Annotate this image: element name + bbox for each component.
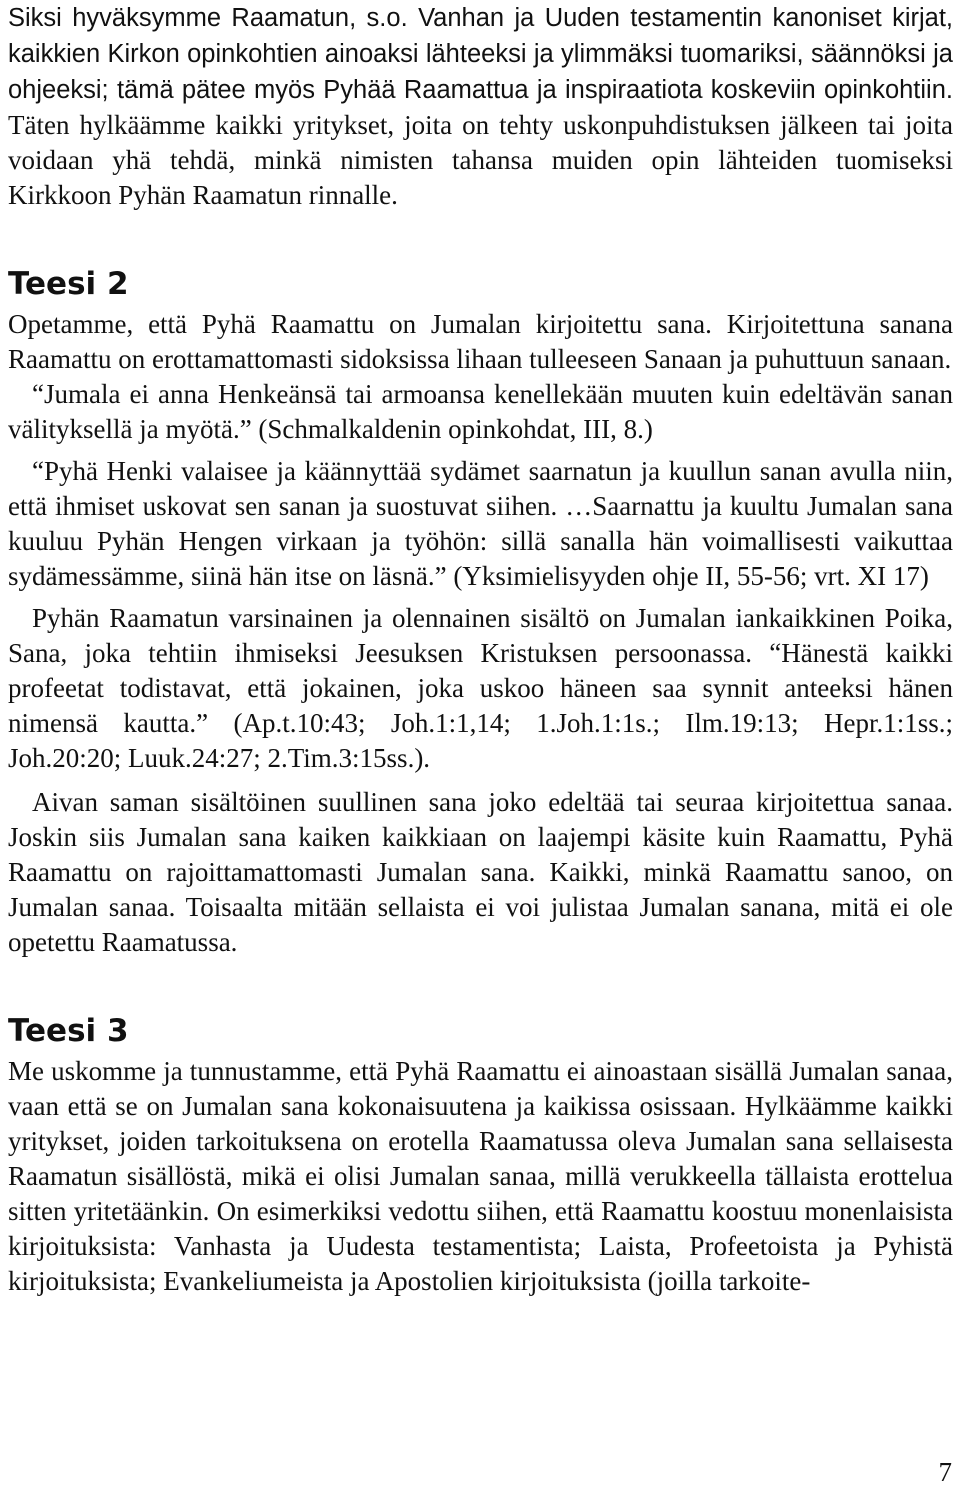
teesi-2-paragraph-content: Pyhän Raamatun varsinainen ja olennainen sisältö on Jumalan iankaikkinen Poika, Sana, joka tehtiin ihmiseksi Jeesuksen Kristuksen persoonassa. “Hänestä kaikki profeetat todistavat, että jokainen, joka uskoo häneen saa synnit anteeksi hänen nimensä kautta.” (Ap.t.10:43; Joh.1:1,14; 1.Joh.1:1s.; Ilm.19:13; Hepr.1:1ss.; Joh.20:20; Luuk.24:27; 2.Tim.3:15ss.). <box>8 603 953 773</box>
page-number: 7 <box>938 1457 952 1487</box>
intro-paragraph <box>8 0 953 213</box>
teesi-2-paragraph-oral-word: Aivan saman sisältöinen suullinen sana joko edeltää tai seuraa kirjoitettua sanaa. Joskin siis Jumalan sana kaiken kaikkiaan on laajempi käsite kuin Raamattu, Pyhä Raamattu on rajoittamattomasti Jumalan sana. Kaikki, minkä Raamattu sanoo, on Jumalan sanaa. Toisaalta mitään sellaista ei voi julistaa Jumalan sanana, mitä ei ole opetettu Raamatussa. <box>8 787 953 957</box>
intro-sans-text: Siksi hyväksymme Raamatun, s.o. Vanhan ja Uuden testamentin kanoniset kirjat, kaikkien Kirkon opinkohtien ainoaksi lähteeksi ja ylimmäksi tuomariksi, säännöksi ja ohjeeksi; tämä pätee myös Pyhää Raamattua ja inspiraatiota koskeviin opinkohtiin. <box>8 4 953 104</box>
teesi-2-quote-2: “Pyhä Henki valaisee ja käännyttää sydämet saarnatun ja kuullun sanan avulla niin, että ihmiset uskovat sen sanan ja suostuvat siihen. …Saarnattu ja kuultu Jumalan sana kuuluu Pyhän Hengen virkaan ja työhön: sillä sanalla hän voimallisesti vaikuttaa sydämessämme, siinä hän itse on läsnä.” (Yksimielisyyden ohje II, 55-56; vrt. XI 17) <box>8 456 953 591</box>
teesi-2-quote-1: “Jumala ei anna Henkeänsä tai armoansa kenellekään muuten kuin edeltävän sanan välityksellä ja myötä.” (Schmalkaldenin opinkohdat, III, 8.) <box>8 379 953 444</box>
intro-serif-text: Täten hylkäämme kaikki yritykset, joita on tehty uskonpuhdistuksen jälkeen tai joita voidaan yhä tehdä, minkä nimisten tahansa muiden opin lähteiden tuomiseksi Kirkkoon Pyhän Raamatun rinnalle. <box>8 110 953 210</box>
teesi-3-paragraph-1: Me uskomme ja tunnustamme, että Pyhä Raamattu ei ainoastaan sisällä Jumalan sanaa, vaan että se on Jumalan sana kokonaisuutena ja kaikissa osissaan. Hylkäämme kaikki yritykset, joiden tarkoituksena on erotella Raamatussa oleva Jumalan sana sellaisesta Raamatun sisällöstä, mikä ei olisi Jumalan sanaa, millä verukkeella tällaista erottelua sitten yritetäänkin. On esimerkiksi vedottu siihen, että Raamattu koostuu monenlaisista kirjoituksista: Vanhasta ja Uudesta testamentista; Laista, Profeetoista ja Pyhistä kirjoituksista; Evankeliumeista ja Apostolien kirjoituksista (joilla tarkoite- <box>8 1056 953 1296</box>
teesi-3-heading: Teesi 3 <box>8 1013 129 1049</box>
document-page <box>8 0 953 1299</box>
teesi-2-paragraph-1: Opetamme, että Pyhä Raamattu on Jumalan kirjoitettu sana. Kirjoitettuna sanana Raamattu on erottamattomasti sidoksissa lihaan tulleeseen Sanaan ja puhuttuun sanaan. <box>8 309 953 374</box>
teesi-2-heading: Teesi 2 <box>8 266 129 302</box>
